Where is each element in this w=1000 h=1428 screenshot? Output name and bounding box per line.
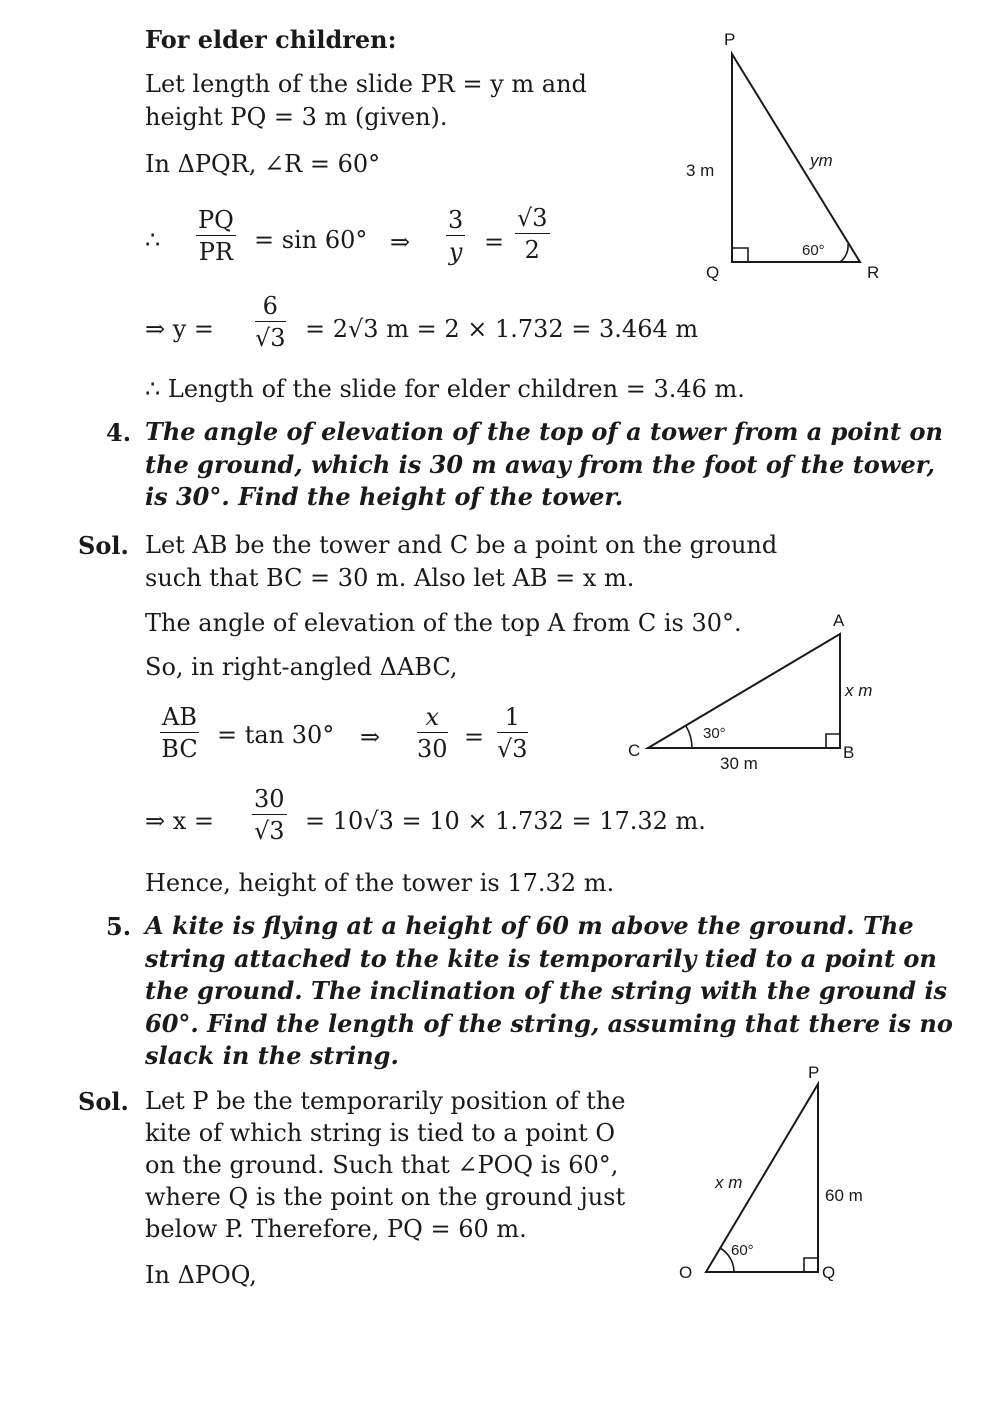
denominator: √3: [255, 324, 286, 352]
side-label-bc: 30 m: [720, 754, 758, 773]
fraction-root3-2: [515, 206, 550, 262]
vertex-label-q: Q: [822, 1263, 836, 1282]
question-number: 4.: [106, 418, 132, 447]
numerator: AB: [162, 703, 197, 731]
conclusion-line: ∴ Length of the slide for elder children = 3.46 m.: [145, 375, 745, 403]
equation-rhs: = 2√3 m = 2 × 1.732 = 3.464 m: [305, 315, 699, 343]
equals-sign: =: [484, 228, 505, 256]
vertex-label-a: A: [833, 611, 845, 630]
denominator: √3: [253, 817, 285, 845]
equation-relation: = tan 30°: [217, 721, 335, 749]
angle-arc: [686, 726, 692, 748]
triangle-abc: [648, 634, 840, 748]
equation-rhs: = 10√3 = 10 × 1.732 = 17.32 m.: [305, 807, 706, 835]
numerator: 6: [255, 294, 286, 322]
numerator: 30: [254, 785, 285, 813]
solution-label: Sol.: [78, 1087, 129, 1116]
denominator: √3: [497, 735, 528, 763]
vertex-label-o: O: [679, 1263, 693, 1282]
text-line: The angle of elevation of the top A from C is 30°.: [145, 609, 742, 637]
equation-lhs: ⇒ y =: [145, 315, 215, 343]
section-heading: For elder children:: [145, 25, 397, 54]
fraction-30-root3: [252, 787, 287, 843]
fraction-x-30: [417, 705, 448, 761]
text-line: The angle of elevation of the top of a tower from a point on: [145, 417, 943, 446]
denominator: 2: [524, 236, 540, 264]
right-angle-marker: [804, 1258, 818, 1272]
text-line: kite of which string is tied to a point O: [145, 1119, 616, 1147]
denominator: BC: [161, 735, 198, 763]
text-line: In ΔPOQ,: [145, 1261, 257, 1289]
numerator: PQ: [198, 206, 234, 234]
fraction-1-root3: [497, 705, 528, 761]
question-number: 5.: [106, 912, 132, 941]
right-angle-marker: [732, 248, 748, 262]
fraction-3-y: [446, 208, 465, 264]
side-label-pq: 60 m: [825, 1186, 863, 1205]
text-line: 60°. Find the length of the string, assuming that there is no: [145, 1008, 953, 1038]
text-line: Let AB be the tower and C be a point on the ground: [145, 531, 778, 559]
vertex-label-p: P: [808, 1063, 820, 1082]
text-line: In ΔPQR, ∠R = 60°: [145, 150, 381, 178]
text-line: A kite is flying at a height of 60 m above the ground. The: [145, 911, 914, 940]
equation-relation: = sin 60°: [254, 226, 368, 254]
numerator: √3: [517, 204, 548, 232]
text-line: Let length of the slide PR = y m and: [145, 70, 587, 98]
fraction-pq-pr: [196, 208, 236, 264]
implies-symbol: ⇒: [390, 228, 411, 256]
text-line: the ground. The inclination of the string with the ground is: [145, 976, 948, 1005]
numerator: x: [417, 705, 448, 733]
text-line: such that BC = 30 m. Also let AB = x m.: [145, 564, 635, 592]
question-4-text: [145, 416, 943, 514]
text-line: So, in right-angled ΔABC,: [145, 653, 458, 681]
text-line: height PQ = 3 m (given).: [145, 103, 448, 131]
vertex-label-r: R: [867, 263, 880, 282]
fraction-6-root3: [255, 294, 286, 350]
triangle-pqr-figure: [690, 30, 900, 290]
text-line: is 30°. Find the height of the tower.: [145, 482, 624, 511]
conclusion-line: Hence, height of the tower is 17.32 m.: [145, 869, 615, 897]
text-line: below P. Therefore, PQ = 60 m.: [145, 1215, 527, 1243]
equation-lhs: ⇒ x =: [145, 807, 215, 835]
side-label-pr: ym: [810, 151, 833, 170]
side-label-op: x m: [715, 1173, 743, 1192]
side-label-ab: x m: [845, 681, 873, 700]
equals-sign: =: [464, 723, 485, 751]
text-line: the ground, which is 30 m away from the foot of the tower,: [145, 449, 935, 479]
vertex-label-c: C: [628, 741, 641, 760]
angle-label: 60°: [802, 242, 825, 259]
angle-arc: [840, 244, 848, 262]
denominator: PR: [198, 238, 234, 266]
therefore-symbol: ∴: [145, 226, 161, 254]
numerator: 3: [448, 206, 464, 234]
text-line: Let P be the temporarily position of the: [145, 1087, 626, 1115]
text-line: slack in the string.: [145, 1041, 399, 1070]
solution-label: Sol.: [78, 531, 129, 560]
text-line: where Q is the point on the ground just: [145, 1183, 626, 1211]
right-angle-marker: [826, 734, 840, 748]
question-5-text: [145, 910, 953, 1073]
angle-label: 30°: [703, 725, 726, 742]
text-line: string attached to the kite is temporarily tied to a point on: [145, 943, 937, 973]
implies-symbol: ⇒: [360, 723, 381, 751]
numerator: 1: [497, 705, 528, 733]
vertex-label-b: B: [843, 743, 855, 762]
text-line: on the ground. Such that ∠POQ is 60°,: [145, 1151, 619, 1179]
angle-label: 60°: [731, 1242, 754, 1259]
vertex-label-q: Q: [706, 263, 720, 282]
vertex-label-p: P: [724, 30, 736, 49]
triangle-pqr: [732, 54, 860, 262]
fraction-ab-bc: [160, 705, 199, 761]
denominator: 30: [417, 735, 448, 763]
solution-5-text: [145, 1085, 625, 1245]
denominator: y: [448, 238, 463, 266]
side-label-pq: 3 m: [686, 161, 715, 180]
